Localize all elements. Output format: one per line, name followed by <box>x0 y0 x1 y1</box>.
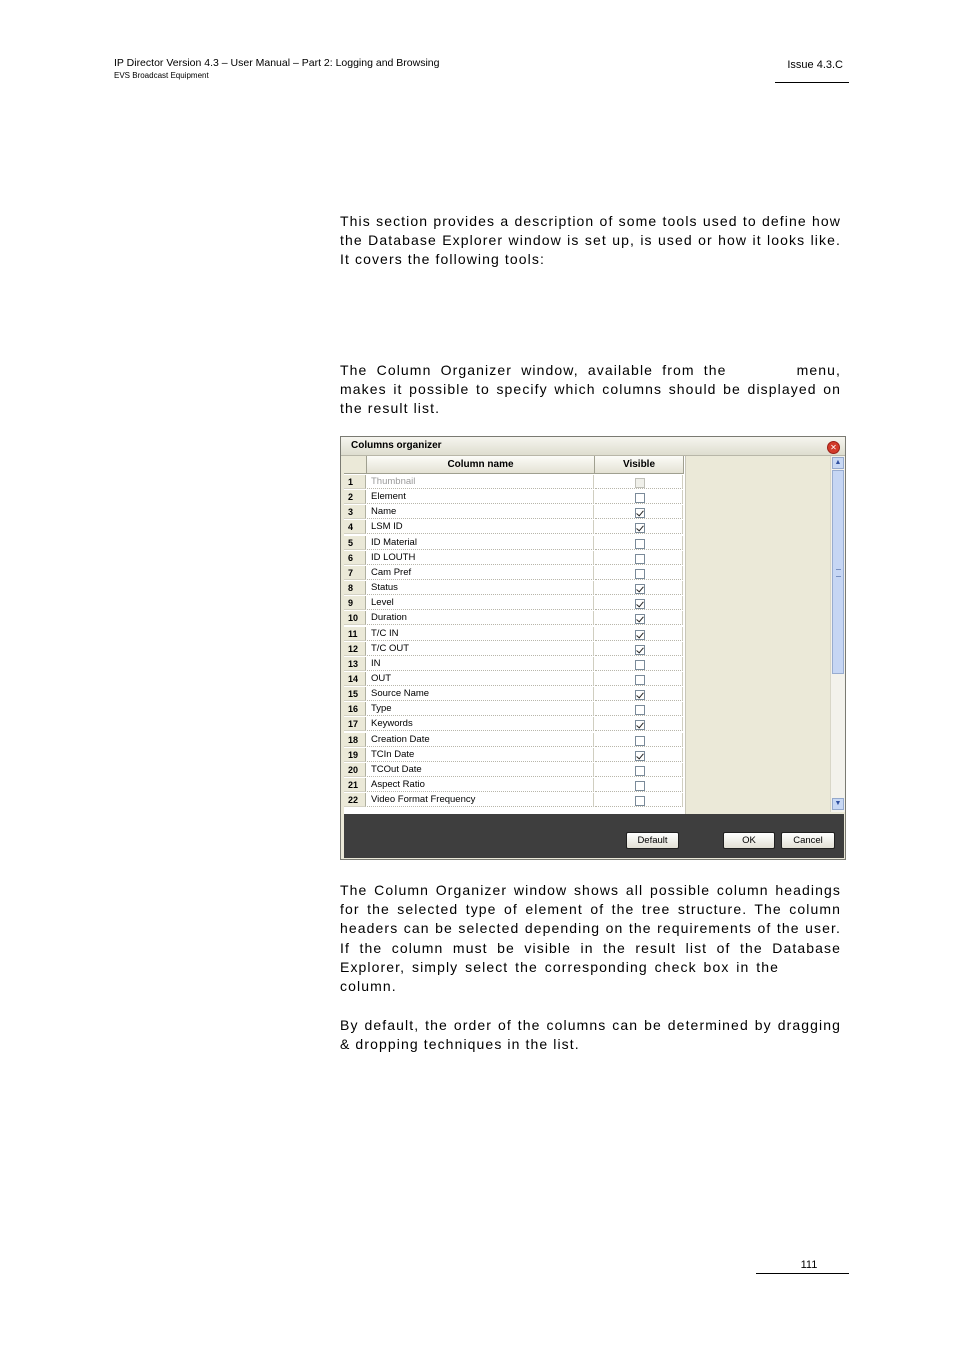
row-number: 3 <box>344 505 366 519</box>
column-name-cell: Type <box>367 702 594 716</box>
table-row[interactable] <box>344 642 685 657</box>
visible-checkbox[interactable] <box>635 630 645 640</box>
column-name-cell: T/C OUT <box>367 642 594 656</box>
row-number: 21 <box>344 778 366 792</box>
visible-cell <box>595 551 683 565</box>
table-row[interactable] <box>344 551 685 566</box>
column-name-cell: Duration <box>367 611 594 625</box>
table-row[interactable] <box>344 520 685 535</box>
table-row[interactable] <box>344 687 685 702</box>
visible-checkbox[interactable] <box>635 554 645 564</box>
table-row[interactable] <box>344 717 685 732</box>
visible-cell <box>595 717 683 731</box>
row-number: 11 <box>344 627 366 641</box>
column-name-cell: OUT <box>367 672 594 686</box>
row-number: 7 <box>344 566 366 580</box>
visible-checkbox[interactable] <box>635 736 645 746</box>
visible-cell <box>595 627 683 641</box>
description-part-1: The Column Organizer window shows all possible column headings for the selected type of element of the tree structure. The column headers can be selected depending on the requirements of the user. If the column must be visible in the result list of the Database Explorer, simply select the corresponding check box in the <box>340 882 841 975</box>
row-number: 6 <box>344 551 366 565</box>
visible-cell <box>595 520 683 534</box>
document-title: IP Director Version 4.3 – User Manual – Part 2: Logging and Browsing <box>114 57 440 69</box>
visible-checkbox[interactable] <box>635 599 645 609</box>
dialog-title-bar <box>341 437 845 456</box>
drag-drop-paragraph: By default, the order of the columns can be determined by dragging & dropping techniques in the list. <box>340 1017 841 1053</box>
grid-corner <box>344 456 367 474</box>
table-row[interactable] <box>344 611 685 626</box>
row-number: 10 <box>344 611 366 625</box>
grip-icon <box>836 569 841 577</box>
visible-cell <box>595 475 683 489</box>
visible-cell <box>595 581 683 595</box>
visible-checkbox[interactable] <box>635 766 645 776</box>
visible-checkbox[interactable] <box>635 796 645 806</box>
visible-cell <box>595 778 683 792</box>
row-number: 4 <box>344 520 366 534</box>
visible-checkbox[interactable] <box>635 508 645 518</box>
column-name-cell: IN <box>367 657 594 671</box>
column-name-cell: ID Material <box>367 536 594 550</box>
column-name-cell: T/C IN <box>367 627 594 641</box>
visible-checkbox <box>635 478 645 488</box>
column-name-header[interactable]: Column name <box>367 456 595 474</box>
row-number: 13 <box>344 657 366 671</box>
table-row[interactable] <box>344 748 685 763</box>
table-row[interactable] <box>344 763 685 778</box>
table-row[interactable] <box>344 733 685 748</box>
visible-checkbox[interactable] <box>635 584 645 594</box>
row-number: 16 <box>344 702 366 716</box>
visible-checkbox[interactable] <box>635 523 645 533</box>
table-row[interactable] <box>344 627 685 642</box>
row-number: 9 <box>344 596 366 610</box>
intro-paragraph: This section provides a description of some tools used to define how the Database Explorer window is set up, is used or how it looks like. It covers the following tools: <box>340 213 841 268</box>
dialog-title: Columns organizer <box>351 440 442 451</box>
column-name-cell: Status <box>367 581 594 595</box>
document-subtitle: EVS Broadcast Equipment <box>114 71 209 80</box>
visible-checkbox[interactable] <box>635 614 645 624</box>
visible-cell <box>595 748 683 762</box>
footer-rule <box>756 1273 849 1274</box>
visible-cell <box>595 490 683 504</box>
table-row[interactable] <box>344 475 685 490</box>
visible-checkbox[interactable] <box>635 675 645 685</box>
column-name-cell: LSM ID <box>367 520 594 534</box>
ok-button[interactable]: OK <box>723 832 775 849</box>
row-number: 18 <box>344 733 366 747</box>
column-name-cell: Thumbnail <box>367 475 594 489</box>
close-icon[interactable]: ✕ <box>827 441 840 454</box>
page-number: 111 <box>800 1259 818 1271</box>
visible-cell <box>595 687 683 701</box>
description-part-2: column. <box>340 978 397 995</box>
visible-checkbox[interactable] <box>635 781 645 791</box>
column-name-cell: Creation Date <box>367 733 594 747</box>
header-rule <box>775 82 849 83</box>
visible-checkbox[interactable] <box>635 720 645 730</box>
visible-cell <box>595 702 683 716</box>
row-number: 2 <box>344 490 366 504</box>
visible-cell <box>595 733 683 747</box>
table-row[interactable] <box>344 536 685 551</box>
column-name-cell: Source Name <box>367 687 594 701</box>
table-row[interactable] <box>344 702 685 717</box>
table-row[interactable] <box>344 778 685 793</box>
scroll-thumb[interactable] <box>832 470 844 674</box>
scroll-down-icon[interactable]: ▼ <box>832 798 844 810</box>
visible-cell <box>595 793 683 807</box>
organizer-description <box>340 881 841 996</box>
row-number: 8 <box>344 581 366 595</box>
dialog-button-bar <box>344 814 844 858</box>
visible-checkbox[interactable] <box>635 539 645 549</box>
column-name-cell: Cam Pref <box>367 566 594 580</box>
scroll-up-icon[interactable]: ▲ <box>832 457 844 469</box>
visible-checkbox[interactable] <box>635 705 645 715</box>
row-number: 22 <box>344 793 366 807</box>
column-name-cell: Name <box>367 505 594 519</box>
column-name-cell: Video Format Frequency <box>367 793 594 807</box>
visible-cell <box>595 611 683 625</box>
column-name-cell: ID LOUTH <box>367 551 594 565</box>
visible-checkbox[interactable] <box>635 493 645 503</box>
grid-header <box>344 456 685 474</box>
row-number: 12 <box>344 642 366 656</box>
table-row[interactable] <box>344 581 685 596</box>
issue-label: Issue 4.3.C <box>787 59 843 71</box>
row-number: 14 <box>344 672 366 686</box>
page-header <box>114 57 440 81</box>
visible-cell <box>595 657 683 671</box>
column-name-cell: Keywords <box>367 717 594 731</box>
default-button[interactable]: Default <box>626 832 679 849</box>
visible-checkbox[interactable] <box>635 751 645 761</box>
cancel-button[interactable]: Cancel <box>781 832 835 849</box>
column-name-cell: Aspect Ratio <box>367 778 594 792</box>
row-number: 15 <box>344 687 366 701</box>
visible-cell <box>595 642 683 656</box>
column-organizer-intro <box>340 361 841 419</box>
column-name-cell: TCIn Date <box>367 748 594 762</box>
intro-part-1: The Column Organizer window, available from the <box>340 362 727 378</box>
visible-cell <box>595 566 683 580</box>
column-name-cell: Level <box>367 596 594 610</box>
row-number: 17 <box>344 717 366 731</box>
visible-header[interactable]: Visible <box>595 456 684 474</box>
column-name-cell: Element <box>367 490 594 504</box>
visible-cell <box>595 536 683 550</box>
visible-cell <box>595 763 683 777</box>
visible-checkbox[interactable] <box>635 660 645 670</box>
visible-cell <box>595 505 683 519</box>
table-row[interactable] <box>344 596 685 611</box>
table-row[interactable] <box>344 793 685 808</box>
row-number: 19 <box>344 748 366 762</box>
visible-checkbox[interactable] <box>635 645 645 655</box>
table-row[interactable] <box>344 657 685 672</box>
row-number: 1 <box>344 475 366 489</box>
intro-part-2: menu, makes it possible to specify which columns should be displayed on the result list. <box>340 362 841 417</box>
column-name-cell: TCOut Date <box>367 763 594 777</box>
columns-organizer-dialog <box>340 436 846 860</box>
visible-checkbox[interactable] <box>635 569 645 579</box>
table-row[interactable] <box>344 566 685 581</box>
vertical-scrollbar[interactable] <box>830 456 845 812</box>
row-number: 20 <box>344 763 366 777</box>
visible-checkbox[interactable] <box>635 690 645 700</box>
visible-cell <box>595 672 683 686</box>
table-row[interactable] <box>344 490 685 505</box>
table-row[interactable] <box>344 672 685 687</box>
table-row[interactable] <box>344 505 685 520</box>
row-number: 5 <box>344 536 366 550</box>
visible-cell <box>595 596 683 610</box>
columns-grid <box>344 456 686 814</box>
